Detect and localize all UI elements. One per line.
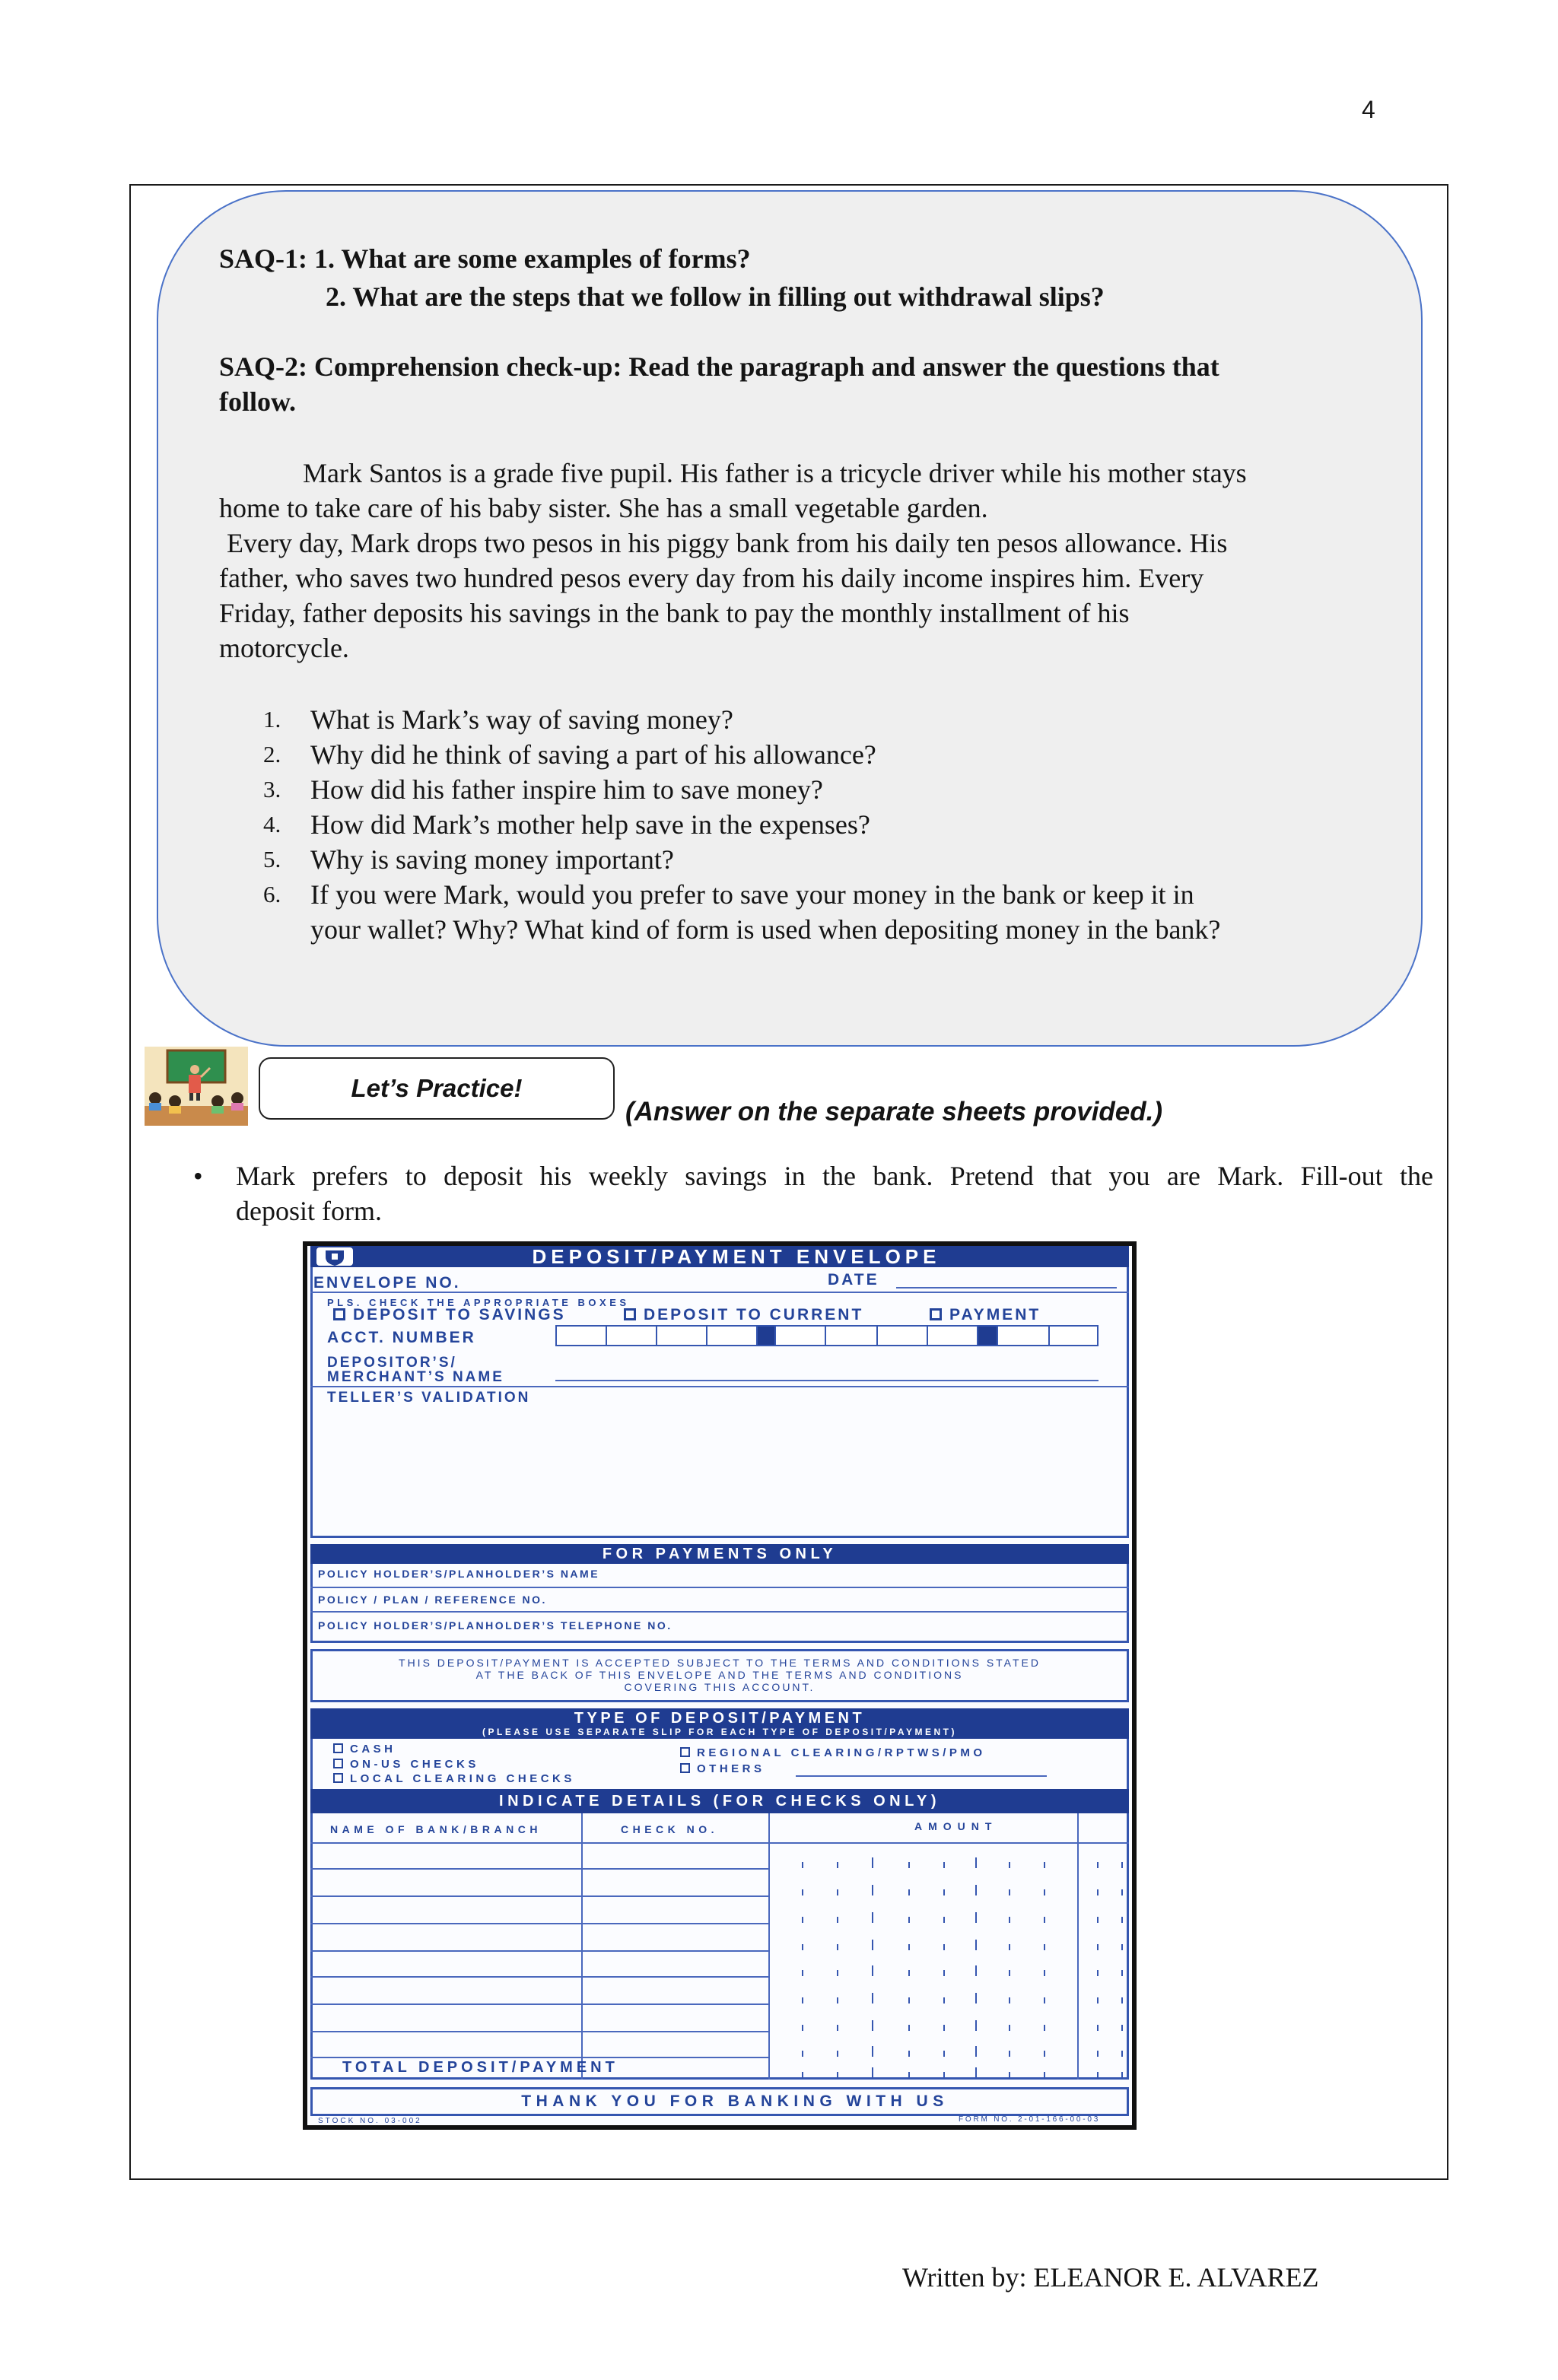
amount-tick	[1097, 1862, 1099, 1868]
page-number: 4	[1362, 96, 1375, 123]
deposit-to-current-checkbox	[624, 1308, 636, 1320]
paragraph-line: home to take care of his baby sister. She has a small vegetable garden.	[219, 493, 988, 523]
classroom-illustration	[145, 1047, 248, 1126]
local-clearing-checks-option	[333, 1773, 575, 1784]
amount-tick	[908, 1997, 910, 2003]
policy-holder-name-label: POLICY HOLDER’S/PLANHOLDER’S NAME	[318, 1568, 600, 1580]
amount-tick	[975, 1993, 977, 2003]
account-number-cell	[606, 1325, 657, 1346]
paragraph-line: Every day, Mark drops two pesos in his piggy bank from his daily ten pesos allowance. His	[227, 528, 1228, 558]
amount-tick	[802, 1862, 803, 1868]
amount-tick	[1009, 1889, 1010, 1895]
amount-tick	[837, 1917, 838, 1923]
depositor-name-line	[555, 1380, 1099, 1381]
acct-number-label: ACCT. NUMBER	[327, 1329, 476, 1346]
amount-tick	[837, 1862, 838, 1868]
amount-tick	[1097, 1917, 1099, 1923]
amount-tick	[1044, 2051, 1045, 2057]
bank-logo-icon	[315, 1246, 355, 1267]
payment-label: PAYMENT	[949, 1306, 1041, 1323]
amount-tick	[1121, 1889, 1123, 1895]
amount-tick	[837, 2025, 838, 2031]
amount-tick	[908, 1970, 910, 1976]
cash-checkbox	[333, 1743, 343, 1753]
account-number-cell	[656, 1325, 707, 1346]
stock-number: STOCK NO. 03-002	[318, 2117, 422, 2125]
terms-text: COVERING THIS ACCOUNT.	[624, 1681, 816, 1693]
question-text: If you were Mark, would you prefer to save your money in the bank or keep it in	[310, 879, 1194, 910]
question-number: 6.	[263, 881, 281, 907]
account-number-cell	[706, 1325, 758, 1346]
question-text-continued: your wallet? Why? What kind of form is used when depositing money in the bank?	[310, 914, 1221, 945]
others-label: OTHERS	[697, 1762, 765, 1775]
table-row-line	[310, 1923, 768, 1924]
amount-tick	[872, 2046, 873, 2057]
account-number-cell	[825, 1325, 878, 1346]
amount-tick	[1044, 1944, 1045, 1950]
form-title: DEPOSIT/PAYMENT ENVELOPE	[532, 1245, 941, 1268]
amount-tick	[1097, 2051, 1099, 2057]
deposit-form	[303, 1241, 1137, 2130]
amount-tick	[837, 1944, 838, 1950]
account-number-cell	[774, 1325, 826, 1346]
amount-tick	[837, 1970, 838, 1976]
amount-tick	[1009, 1970, 1010, 1976]
regional-clearing-label: REGIONAL CLEARING/RPTWS/PMO	[697, 1746, 986, 1759]
amount-tick	[975, 2067, 977, 2078]
amount-column-header: AMOUNT	[914, 1820, 998, 1832]
table-row-line	[310, 2057, 768, 2058]
amount-tick	[943, 2025, 945, 2031]
amount-tick	[975, 1857, 977, 1868]
amount-tick	[872, 1857, 873, 1868]
regional-clearing-checkbox	[680, 1747, 690, 1757]
question-text: What is Mark’s way of saving money?	[310, 704, 733, 735]
details-header: INDICATE DETAILS (FOR CHECKS ONLY)	[499, 1793, 940, 1810]
amount-tick	[1097, 1997, 1099, 2003]
column-divider	[581, 1813, 583, 2080]
paragraph-line: Mark Santos is a grade five pupil. His father is a tricycle driver while his mother stays	[303, 458, 1247, 488]
on-us-checks-label: ON-US CHECKS	[350, 1758, 479, 1771]
amount-tick	[1097, 2025, 1099, 2031]
question-number: 1.	[263, 706, 281, 732]
table-row-line	[310, 1950, 768, 1952]
terms-text: AT THE BACK OF THIS ENVELOPE AND THE TERMS AND CONDITIONS	[475, 1669, 964, 1681]
amount-tick	[943, 1997, 945, 2003]
question-text: Why is saving money important?	[310, 844, 674, 875]
amount-tick	[872, 2067, 873, 2078]
saq2-heading: SAQ-2: Comprehension check-up: Read the paragraph and answer the questions that	[219, 351, 1219, 382]
amount-tick	[837, 2051, 838, 2057]
amount-tick	[1044, 1917, 1045, 1923]
regional-clearing-option	[680, 1747, 986, 1759]
amount-tick	[1121, 1970, 1123, 1976]
cash-label: CASH	[350, 1743, 396, 1756]
amount-tick	[1121, 1944, 1123, 1950]
amount-tick	[1121, 1997, 1123, 2003]
account-number-cell	[1048, 1325, 1099, 1346]
amount-tick	[943, 2072, 945, 2078]
amount-tick	[943, 1917, 945, 1923]
amount-tick	[1009, 2072, 1010, 2078]
deposit-to-savings-checkbox	[333, 1308, 345, 1320]
amount-tick	[872, 1940, 873, 1950]
table-row-line	[310, 1976, 768, 1978]
amount-tick	[802, 1970, 803, 1976]
amount-tick	[837, 1997, 838, 2003]
author-credit: Written by: ELEANOR E. ALVAREZ	[902, 2262, 1319, 2293]
saq2-heading-continued: follow.	[219, 386, 297, 417]
amount-tick	[908, 2072, 910, 2078]
amount-tick	[1009, 2025, 1010, 2031]
amount-tick	[872, 1912, 873, 1923]
others-line	[796, 1775, 1047, 1777]
form-rule	[310, 1611, 1129, 1613]
merchant-name-label: MERCHANT’S NAME	[327, 1369, 504, 1385]
column-divider	[1077, 1813, 1079, 2080]
table-header-rule	[310, 1842, 1129, 1844]
payment-checkbox	[930, 1308, 942, 1320]
table-row-line	[310, 1868, 768, 1870]
question-text: Why did he think of saving a part of his allowance?	[310, 739, 876, 770]
instruction-line: deposit form.	[236, 1196, 382, 1226]
question-number: 4.	[263, 811, 281, 837]
amount-tick	[1044, 1997, 1045, 2003]
answer-note: (Answer on the separate sheets provided.)	[625, 1097, 1163, 1126]
column-divider	[768, 1813, 770, 2080]
amount-tick	[1121, 2025, 1123, 2031]
amount-tick	[1121, 2072, 1123, 2078]
type-subheader: (PLEASE USE SEPARATE SLIP FOR EACH TYPE OF DEPOSIT/PAYMENT)	[482, 1727, 957, 1737]
paragraph-line: father, who saves two hundred pesos every day from his daily income inspires him. Every	[219, 563, 1204, 593]
question-text: How did his father inspire him to save money?	[310, 774, 823, 805]
amount-tick	[1044, 1889, 1045, 1895]
amount-tick	[802, 1944, 803, 1950]
date-line	[896, 1287, 1117, 1289]
amount-tick	[1121, 1917, 1123, 1923]
account-number-cell	[997, 1325, 1050, 1346]
amount-tick	[975, 1912, 977, 1923]
amount-tick	[943, 1970, 945, 1976]
account-number-cell	[927, 1325, 978, 1346]
policy-holder-telephone-label: POLICY HOLDER’S/PLANHOLDER’S TELEPHONE NO.	[318, 1619, 672, 1632]
form-rule	[310, 1587, 1129, 1588]
amount-tick	[1044, 2025, 1045, 2031]
deposit-to-savings-option	[333, 1307, 566, 1323]
local-clearing-checks-label: LOCAL CLEARING CHECKS	[350, 1772, 575, 1785]
table-row-line	[310, 1895, 768, 1897]
amount-tick	[1121, 2051, 1123, 2057]
instruction-line: Mark prefers to deposit his weekly savings in the bank. Pretend that you are Mark. Fill-out the	[236, 1161, 1433, 1191]
lets-practice-banner	[259, 1057, 615, 1120]
teller-validation-label: TELLER’S VALIDATION	[327, 1390, 531, 1406]
amount-tick	[975, 1940, 977, 1950]
amount-tick	[872, 2020, 873, 2031]
amount-tick	[1044, 1862, 1045, 1868]
amount-tick	[975, 2020, 977, 2031]
form-rule	[310, 1292, 1129, 1293]
amount-tick	[837, 1889, 838, 1895]
type-header: TYPE OF DEPOSIT/PAYMENT	[574, 1710, 866, 1727]
account-number-separator	[756, 1325, 776, 1346]
policy-reference-label: POLICY / PLAN / REFERENCE NO.	[318, 1594, 547, 1606]
form-rule	[310, 1386, 1129, 1387]
amount-tick	[872, 1885, 873, 1895]
amount-tick	[1009, 1862, 1010, 1868]
amount-tick	[837, 2072, 838, 2078]
amount-tick	[872, 1965, 873, 1976]
amount-tick	[1009, 1944, 1010, 1950]
date-label: DATE	[828, 1271, 879, 1289]
amount-tick	[1044, 1970, 1045, 1976]
amount-tick	[1121, 1862, 1123, 1868]
amount-tick	[802, 2072, 803, 2078]
amount-tick	[908, 1917, 910, 1923]
thank-you-message: THANK YOU FOR BANKING WITH US	[521, 2092, 949, 2110]
question-text: How did Mark’s mother help save in the expenses?	[310, 809, 870, 840]
bullet-icon: •	[193, 1161, 203, 1191]
amount-tick	[908, 1944, 910, 1950]
others-option	[680, 1763, 765, 1775]
amount-tick	[1009, 1917, 1010, 1923]
question-number: 3.	[263, 776, 281, 802]
cash-option	[333, 1743, 396, 1755]
amount-tick	[908, 2025, 910, 2031]
on-us-checks-checkbox	[333, 1759, 343, 1768]
table-row-line	[310, 2003, 768, 2005]
form-number: FORM NO. 2-01-166-00-03	[959, 2115, 1101, 2124]
amount-tick	[1097, 1889, 1099, 1895]
local-clearing-checks-checkbox	[333, 1773, 343, 1783]
saq1-question-2: 2. What are the steps that we follow in filling out withdrawal slips?	[326, 281, 1105, 312]
amount-tick	[1009, 2051, 1010, 2057]
amount-tick	[802, 2051, 803, 2057]
paragraph-line: Friday, father deposits his savings in the bank to pay the monthly installment of his	[219, 598, 1130, 628]
amount-tick	[908, 2051, 910, 2057]
bank-branch-column-header: NAME OF BANK/BRANCH	[330, 1823, 542, 1835]
question-number: 2.	[263, 741, 281, 767]
account-number-cell	[876, 1325, 928, 1346]
deposit-to-current-option	[624, 1307, 863, 1323]
amount-tick	[872, 1993, 873, 2003]
amount-tick	[975, 1885, 977, 1895]
account-number-separator	[977, 1325, 998, 1346]
amount-tick	[1097, 1944, 1099, 1950]
terms-text: THIS DEPOSIT/PAYMENT IS ACCEPTED SUBJECT TO THE TERMS AND CONDITIONS STATED	[399, 1657, 1041, 1669]
amount-tick	[802, 1917, 803, 1923]
amount-tick	[1009, 1997, 1010, 2003]
payments-header: FOR PAYMENTS ONLY	[602, 1546, 838, 1562]
envelope-no-label: ENVELOPE NO.	[313, 1274, 461, 1292]
amount-tick	[975, 2046, 977, 2057]
saq1-question-1: SAQ-1: 1. What are some examples of forms?	[219, 243, 751, 274]
deposit-to-current-label: DEPOSIT TO CURRENT	[644, 1306, 864, 1323]
amount-tick	[802, 1889, 803, 1895]
amount-tick	[802, 1997, 803, 2003]
depositor-label: DEPOSITOR’S/	[327, 1355, 457, 1371]
on-us-checks-option	[333, 1759, 479, 1770]
deposit-to-savings-label: DEPOSIT TO SAVINGS	[353, 1306, 566, 1323]
amount-tick	[1097, 1970, 1099, 1976]
check-no-column-header: CHECK NO.	[621, 1823, 719, 1835]
amount-tick	[943, 1944, 945, 1950]
amount-tick	[943, 2051, 945, 2057]
others-checkbox	[680, 1763, 690, 1773]
question-number: 5.	[263, 846, 281, 872]
amount-tick	[1044, 2072, 1045, 2078]
amount-tick	[943, 1889, 945, 1895]
payment-option	[930, 1307, 1041, 1323]
table-row-line	[310, 2031, 768, 2032]
amount-tick	[802, 2025, 803, 2031]
amount-tick	[1097, 2072, 1099, 2078]
account-number-cell	[555, 1325, 607, 1346]
check-boxes-instruction: PLS. CHECK THE APPROPRIATE BOXES	[327, 1297, 630, 1308]
paragraph-line: motorcycle.	[219, 633, 349, 663]
amount-tick	[908, 1862, 910, 1868]
amount-tick	[943, 1862, 945, 1868]
amount-tick	[908, 1889, 910, 1895]
lets-practice-label: Let’s Practice!	[351, 1074, 523, 1102]
amount-tick	[975, 1965, 977, 1976]
total-deposit-label: TOTAL DEPOSIT/PAYMENT	[342, 2059, 618, 2076]
